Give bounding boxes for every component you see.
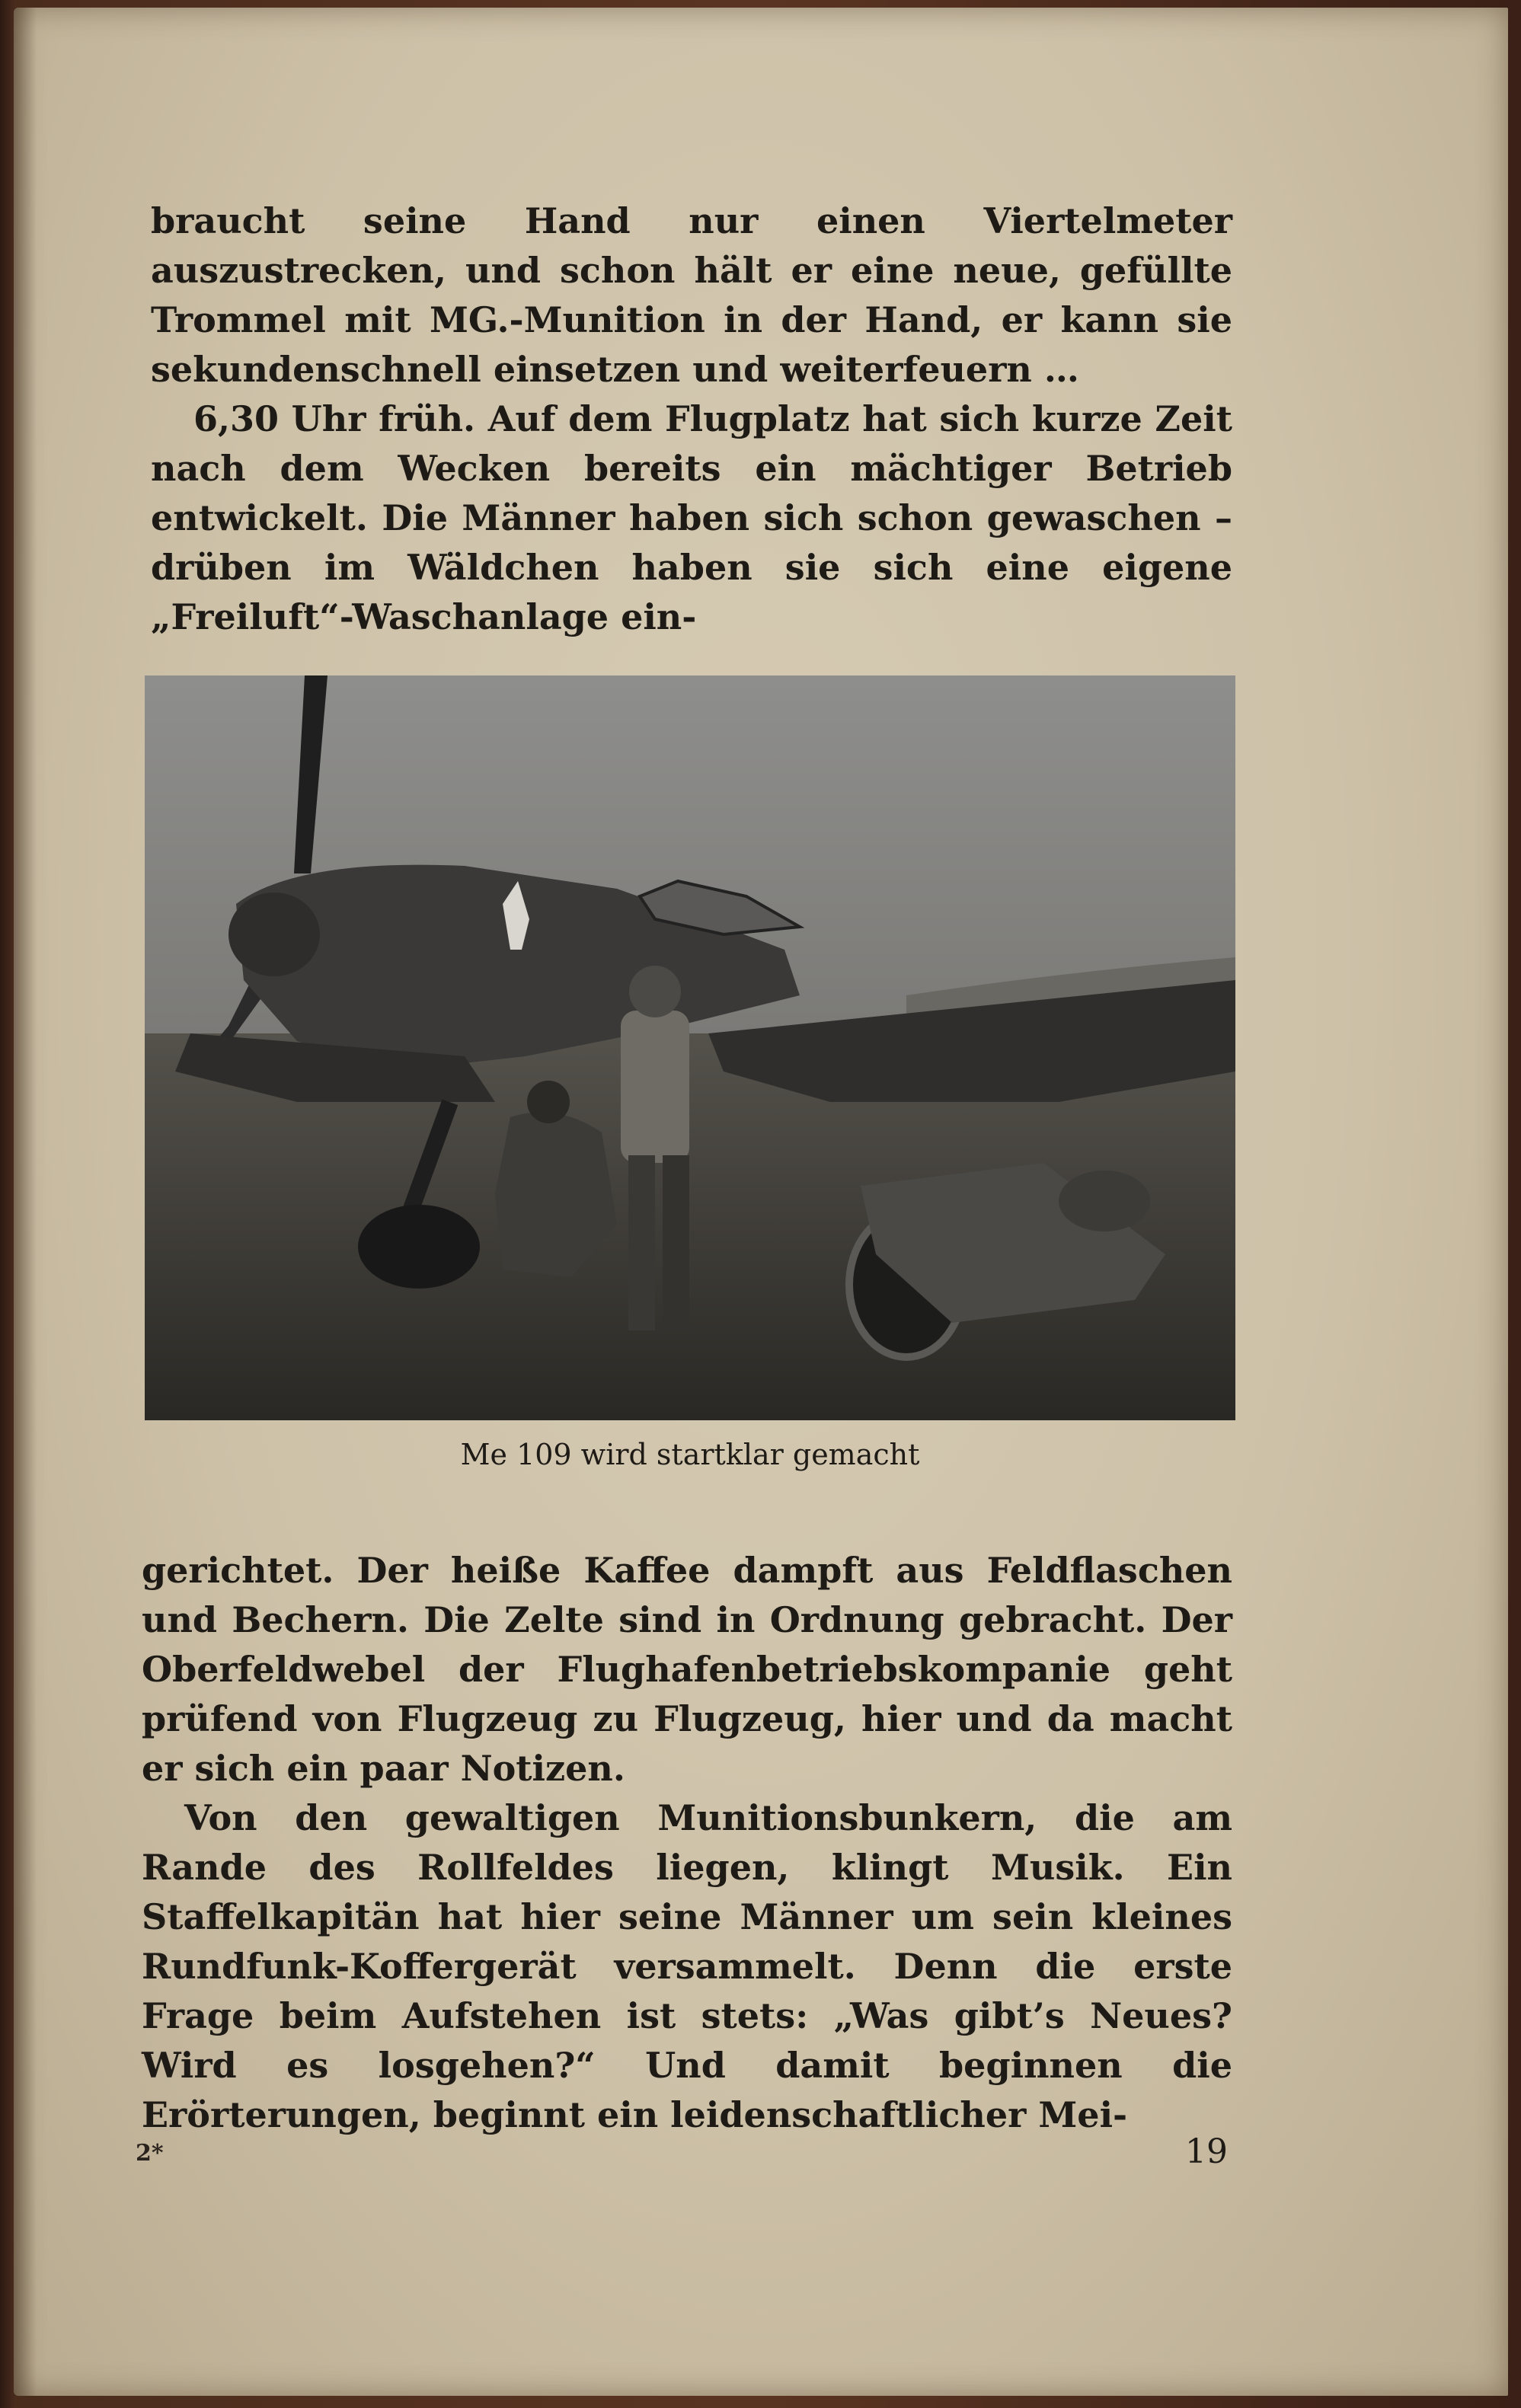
signature-mark: 2* bbox=[136, 2140, 164, 2167]
aircraft-photo bbox=[145, 675, 1235, 1420]
top-text-block bbox=[151, 196, 1232, 642]
landing-gear-wheel bbox=[358, 1205, 480, 1289]
mechanic-kneeling-head bbox=[527, 1081, 570, 1123]
paragraph-coffee: gerichtet. Der heiße Kaffee dampft aus Feldflaschen und Bechern. Die Zelte sind in Ordnung gebracht. Der Oberfeldwebel der Flughafenbetriebskompanie geht prüfend von Flugzeug zu Flugzeug, hier und da macht er sich ein paar Notizen. bbox=[142, 1550, 1232, 1789]
photo-caption: Me 109 wird startklar gemacht bbox=[460, 1438, 920, 1471]
aircraft-photo-drawing bbox=[145, 675, 1235, 1420]
mechanic-standing-torso bbox=[621, 1011, 689, 1163]
engine-cowling bbox=[228, 893, 320, 976]
paragraph-radio: Von den gewaltigen Munitionsbunkern, die am Rande des Rollfeldes liegen, klingt Musik. Ein Staffelkapitän hat hier seine Männer um sein kleines Rundfunk-Koffergerät versammelt. Denn die erste Frage beim Aufstehen ist stets: „Was gibt’s Neues? Wird es losgehen?“ Und damit beginnen die Erörterungen, beginnt ein leidenschaftlicher Mei- bbox=[142, 1797, 1232, 2135]
paragraph-morning: 6,30 Uhr früh. Auf dem Flugplatz hat sich kurze Zeit nach dem Wecken bereits ein mächtiger Betrieb entwickelt. Die Männer haben sich schon gewaschen – drüben im Wäldchen haben sie sich eine eigene „Freiluft“-Waschanlage ein- bbox=[151, 398, 1232, 637]
mechanic-standing-leg-left bbox=[628, 1155, 655, 1330]
gutter-shadow bbox=[14, 8, 37, 2396]
mechanic-standing-head bbox=[629, 966, 681, 1017]
ammo-cart-rear-wheel bbox=[1059, 1170, 1150, 1231]
mechanic-standing-leg-right bbox=[663, 1155, 689, 1330]
paragraph-continuation: braucht seine Hand nur einen Viertelmeter auszustrecken, und schon hält er eine neue, gefüllte Trommel mit MG.-Munition in der Hand, er kann sie sekundenschnell einsetzen und weiterfeuern … bbox=[151, 200, 1232, 390]
page-number: 19 bbox=[1185, 2132, 1228, 2171]
bottom-text-block bbox=[142, 1546, 1232, 2140]
